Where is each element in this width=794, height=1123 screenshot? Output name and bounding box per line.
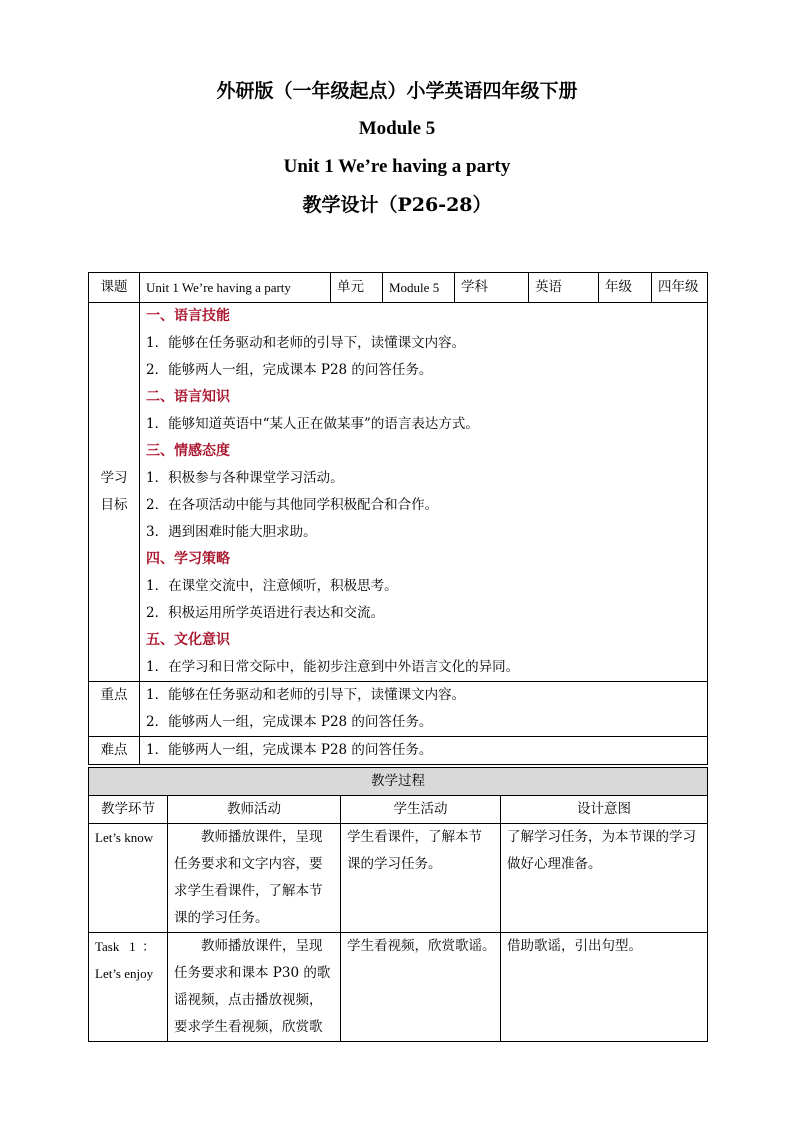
goal-item: 1．能够知道英语中“某人正在做某事”的语言表达方式。 bbox=[146, 416, 479, 432]
goal-item: 2．能够两人一组，完成课本 P28 的问答任务。 bbox=[146, 362, 433, 378]
unit-label: 单元 bbox=[331, 273, 383, 303]
table-row-teacher: 教师播放课件，呈现 任务要求和文字内容，要 求学生看课件，了解本节 课的学习任务。 bbox=[168, 824, 341, 933]
header-stage: 教学环节 bbox=[89, 796, 168, 824]
subject-value: 英语 bbox=[529, 273, 599, 303]
topic-label: 课题 bbox=[89, 273, 140, 303]
key-point-item: 2．能够两人一组，完成课本 P28 的问答任务。 bbox=[146, 714, 433, 730]
goal-item: 1．积极参与各种课堂学习活动。 bbox=[146, 470, 344, 486]
goal-item: 1．在课堂交流中，注意倾听，积极思考。 bbox=[146, 578, 398, 594]
teaching-process-table bbox=[88, 767, 708, 1042]
table-row-teacher: 教师播放课件，呈现 任务要求和课本 P30 的歌 谣视频，点击播放视频， 要求学生看视频，欣赏歌 bbox=[168, 933, 341, 1042]
goal-heading: 三、情感态度 bbox=[146, 443, 230, 459]
table-row-intent: 借助歌谣，引出句型。 bbox=[501, 933, 708, 1042]
goal-heading: 二、语言知识 bbox=[146, 389, 230, 405]
key-points-label: 重点 bbox=[89, 682, 140, 737]
goal-item: 2．在各项活动中能与其他同学积极配合和合作。 bbox=[146, 497, 439, 513]
document-title: 外研版（一年级起点）小学英语四年级下册 bbox=[216, 80, 578, 102]
module-title: Module 5 bbox=[358, 118, 436, 139]
goals-label: 学习 目标 bbox=[89, 303, 140, 682]
table-row-stage: Let’s know bbox=[89, 824, 168, 933]
difficult-points-content bbox=[140, 737, 708, 765]
unit-title: Unit 1 We’re having a party bbox=[283, 156, 511, 177]
design-title: 教学设计（P26-28） bbox=[302, 194, 492, 216]
unit-value: Module 5 bbox=[383, 273, 455, 303]
grade-label: 年级 bbox=[599, 273, 652, 303]
key-points-content bbox=[140, 682, 708, 737]
key-point-item: 1．能够在任务驱动和老师的引导下，读懂课文内容。 bbox=[146, 687, 466, 703]
process-title: 教学过程 bbox=[89, 768, 708, 796]
header-intent: 设计意图 bbox=[501, 796, 708, 824]
header-teacher: 教师活动 bbox=[168, 796, 341, 824]
goal-item: 2．积极运用所学英语进行表达和交流。 bbox=[146, 605, 385, 621]
topic-value: Unit 1 We’re having a party bbox=[140, 273, 331, 303]
header-student: 学生活动 bbox=[341, 796, 501, 824]
table-row-student: 学生看课件，了解本节 课的学习任务。 bbox=[341, 824, 501, 933]
goals-content bbox=[140, 303, 708, 682]
grade-value: 四年级 bbox=[652, 273, 708, 303]
subject-label: 学科 bbox=[455, 273, 529, 303]
goal-heading: 四、学习策略 bbox=[146, 551, 230, 567]
table-row-intent: 了解学习任务，为本节课的学习 做好心理准备。 bbox=[501, 824, 708, 933]
goal-item: 1．能够在任务驱动和老师的引导下，读懂课文内容。 bbox=[146, 335, 466, 351]
goal-heading: 五、文化意识 bbox=[146, 632, 230, 648]
goal-item: 3．遇到困难时能大胆求助。 bbox=[146, 524, 317, 540]
difficult-point-item: 1．能够两人一组，完成课本 P28 的问答任务。 bbox=[146, 742, 433, 758]
goal-item: 1．在学习和日常交际中，能初步注意到中外语言文化的异同。 bbox=[146, 659, 520, 675]
goal-heading: 一、语言技能 bbox=[146, 308, 230, 324]
lesson-info-table bbox=[88, 272, 708, 765]
table-row-student: 学生看视频，欣赏歌谣。 bbox=[341, 933, 501, 1042]
document-title-block bbox=[0, 72, 794, 224]
table-row-stage: Task 1 ： Let’s enjoy bbox=[89, 933, 168, 1042]
difficult-points-label: 难点 bbox=[89, 737, 140, 765]
